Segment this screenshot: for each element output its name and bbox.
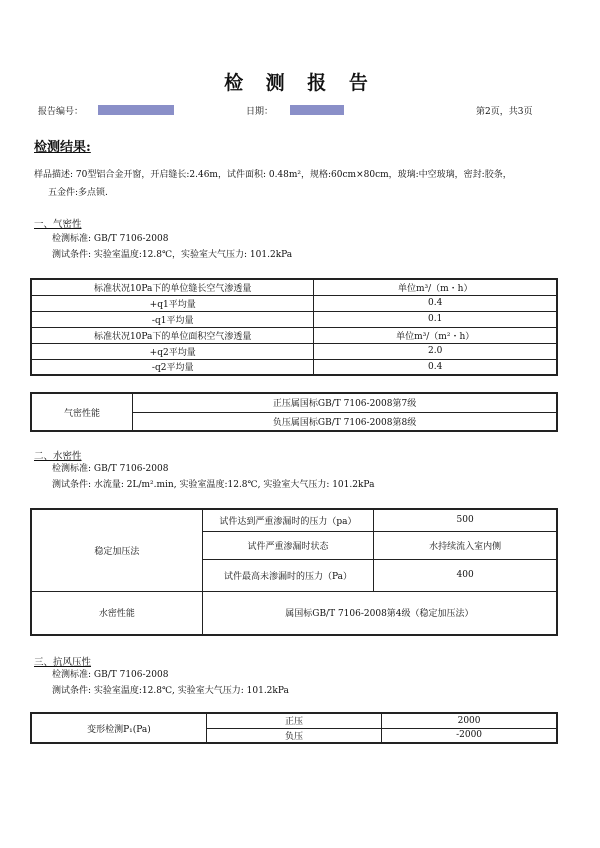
table-row <box>31 359 557 375</box>
air-row-label: -q2平均量 <box>31 359 314 375</box>
air-row-label: +q1平均量 <box>31 295 314 311</box>
airtightness-conditions: 测试条件: 实验室温度:12.8℃，实验室大气压力: 101.2kPa <box>52 250 293 260</box>
water-row-value: 400 <box>374 559 557 591</box>
wind-pressure-standard: 检测标准: GB/T 7106-2008 <box>52 670 169 680</box>
airtightness-positive-grade: 正压属国标GB/T 7106-2008第7级 <box>133 393 557 412</box>
watertightness-performance-grade: 属国标GB/T 7106-2008第4级（稳定加压法） <box>202 591 557 635</box>
page-info: 第2页，共3页 <box>476 107 533 117</box>
airtightness-negative-grade: 负压属国标GB/T 7106-2008第8级 <box>133 412 557 431</box>
table-row <box>31 295 557 311</box>
table-row <box>31 343 557 359</box>
airtightness-standard: 检测标准: GB/T 7106-2008 <box>52 234 169 244</box>
results-heading: 检测结果: <box>34 140 91 155</box>
water-row-value: 500 <box>374 509 557 531</box>
airtightness-performance-table <box>30 392 558 432</box>
air-row-value: 2.0 <box>314 343 557 359</box>
water-row-value: 水持续流入室内侧 <box>374 531 557 559</box>
watertightness-table <box>30 508 558 636</box>
table-row <box>31 279 557 295</box>
wind-row-value: 2000 <box>382 713 557 728</box>
sample-description: 样品描述: 70型铝合金开窗，开启缝长:2.46m，试件面积: 0.48m²，规格:60cm×80cm，玻璃:中空玻璃，密封:胶条， <box>34 170 512 180</box>
air-row-label: -q1平均量 <box>31 311 314 327</box>
watertightness-standard: 检测标准: GB/T 7106-2008 <box>52 464 169 474</box>
section-watertightness-title: 二、水密性 <box>34 451 82 462</box>
report-number-label: 报告编号： <box>38 107 84 117</box>
water-row-label: 试件达到严重渗漏时的压力（pa） <box>202 509 373 531</box>
wind-row-label: 负压 <box>206 728 381 743</box>
section-wind-pressure-title: 三、抗风压性 <box>34 657 92 668</box>
air-row-label: 标准状况10Pa下的单位面积空气渗透量 <box>31 327 314 343</box>
sample-description-cont: 五金件:多点锁. <box>48 188 108 198</box>
section-airtightness-title: 一、气密性 <box>34 219 82 230</box>
air-row-value: 0.4 <box>314 359 557 375</box>
table-row <box>31 311 557 327</box>
wind-row-label: 正压 <box>206 713 381 728</box>
airtightness-performance-label: 气密性能 <box>31 393 133 431</box>
water-row-label: 试件最高未渗漏时的压力（Pa） <box>202 559 373 591</box>
report-title: 检 测 报 告 <box>224 72 376 94</box>
table-row <box>31 327 557 343</box>
air-row-label: +q2平均量 <box>31 343 314 359</box>
date-redacted <box>290 105 344 115</box>
watertightness-performance-label: 水密性能 <box>31 591 202 635</box>
report-number-redacted <box>98 105 174 115</box>
wind-pressure-table <box>30 712 558 744</box>
air-row-label: 标准状况10Pa下的单位缝长空气渗透量 <box>31 279 314 295</box>
air-row-value: 单位m³/（m²・h） <box>314 327 557 343</box>
wind-pressure-conditions: 测试条件: 实验室温度:12.8℃, 实验室大气压力: 101.2kPa <box>52 686 289 696</box>
stable-pressure-method-label: 稳定加压法 <box>31 509 202 591</box>
air-row-value: 0.4 <box>314 295 557 311</box>
deformation-test-label: 变形检测P₁(Pa) <box>31 713 206 743</box>
air-row-value: 单位m³/（m・h） <box>314 279 557 295</box>
water-row-label: 试件严重渗漏时状态 <box>202 531 373 559</box>
airtightness-table <box>30 278 558 376</box>
air-row-value: 0.1 <box>314 311 557 327</box>
date-label: 日期： <box>246 107 274 117</box>
watertightness-conditions: 测试条件: 水流量: 2L/m².min, 实验室温度:12.8℃, 实验室大气压力: 101.2kPa <box>52 480 375 490</box>
wind-row-value: -2000 <box>382 728 557 743</box>
